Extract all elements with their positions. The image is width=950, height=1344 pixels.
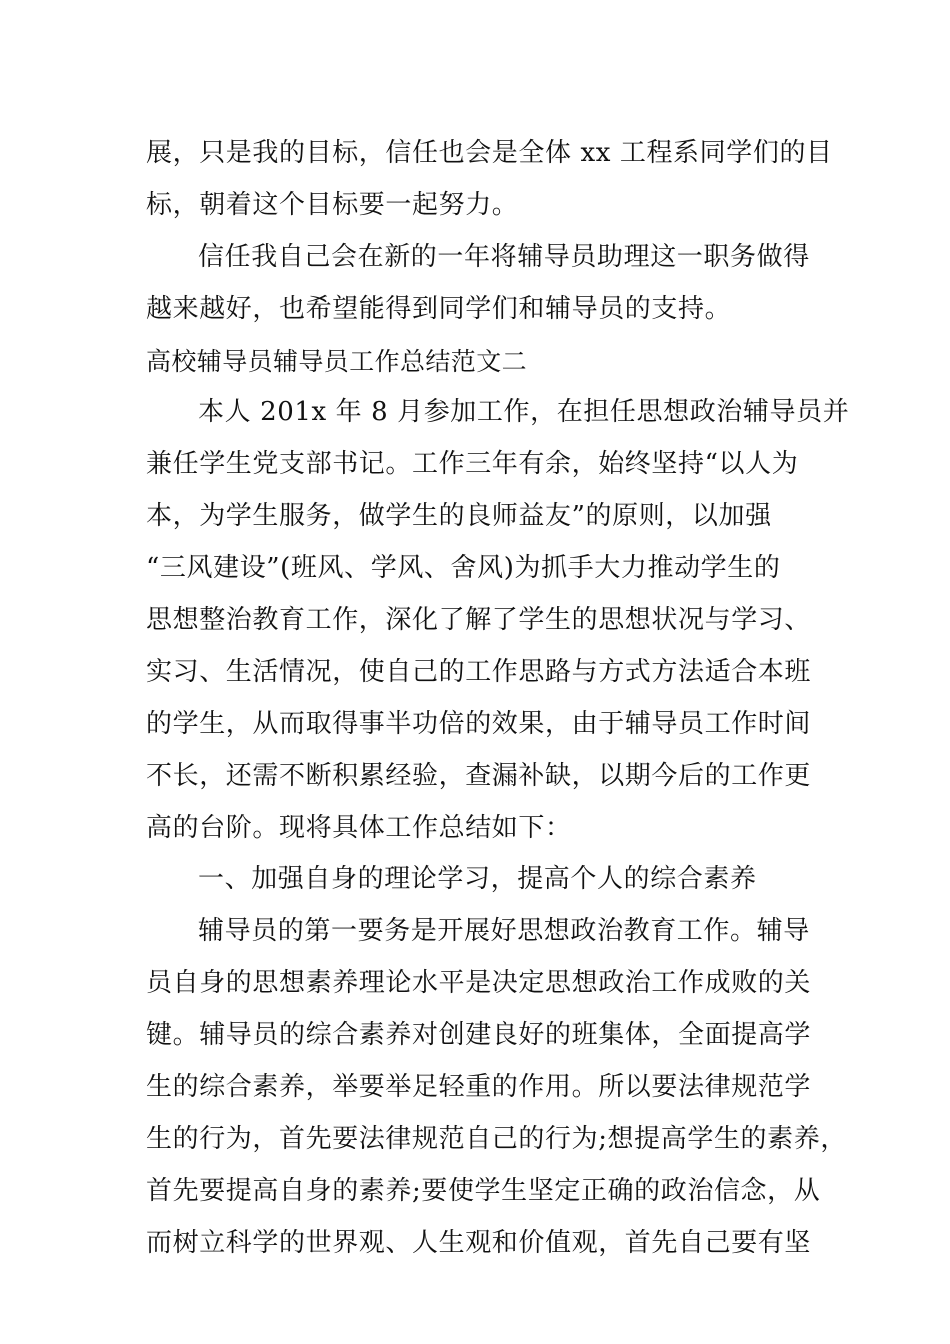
document-body bbox=[146, 128, 850, 1270]
text-line: 生的综合素养，举要举足轻重的作用。所以要法律规范学 bbox=[146, 1072, 812, 1103]
text-line: 高的台阶。现将具体工作总结如下： bbox=[146, 812, 572, 843]
text-line: 实习、生活情况，使自己的工作思路与方式方法适合本班 bbox=[146, 656, 812, 687]
text-line: 而树立科学的世界观、人生观和价值观，首先自己要有坚 bbox=[146, 1227, 812, 1258]
text-line: 展，只是我的目标，信任也会是全体 xx 工程系同学们的目 bbox=[146, 138, 833, 168]
text-line: 兼任学生党支部书记。工作三年有余，始终坚持“以人为 bbox=[146, 449, 799, 480]
text-line: 生的行为，首先要法律规范自己的行为;想提高学生的素养， bbox=[146, 1123, 847, 1154]
text-line: 员自身的思想素养理论水平是决定思想政治工作成败的关 bbox=[146, 968, 812, 999]
text-line: 本，为学生服务，做学生的良师益友”的原则，以加强 bbox=[146, 501, 772, 532]
text-line: 本人 201x 年 8 月参加工作，在担任思想政治辅导员并 bbox=[198, 397, 850, 428]
text-line: 信任我自己会在新的一年将辅导员助理这一职务做得 bbox=[198, 241, 810, 272]
subsection-heading: 一、加强自身的理论学习，提高个人的综合素养 bbox=[198, 864, 757, 895]
text-line: “三风建设”(班风、学风、舍风)为抓手大力推动学生的 bbox=[146, 553, 781, 584]
text-line: 越来越好，也希望能得到同学们和辅导员的支持。 bbox=[146, 293, 732, 324]
text-line: 辅导员的第一要务是开展好思想政治教育工作。辅导 bbox=[198, 916, 810, 947]
text-line: 思想整治教育工作，深化了解了学生的思想状况与学习、 bbox=[146, 605, 812, 636]
text-line: 不长，还需不断积累经验，查漏补缺，以期今后的工作更 bbox=[146, 760, 812, 791]
text-line: 首先要提高自身的素养;要使学生坚定正确的政治信念，从 bbox=[146, 1175, 821, 1206]
text-line: 标，朝着这个目标要一起努力。 bbox=[146, 189, 519, 220]
section-heading: 高校辅导员辅导员工作总结范文二 bbox=[146, 346, 528, 376]
text-line: 的学生，从而取得事半功倍的效果，由于辅导员工作时间 bbox=[146, 708, 812, 739]
text-line: 键。辅导员的综合素养对创建良好的班集体，全面提高学 bbox=[146, 1020, 812, 1051]
